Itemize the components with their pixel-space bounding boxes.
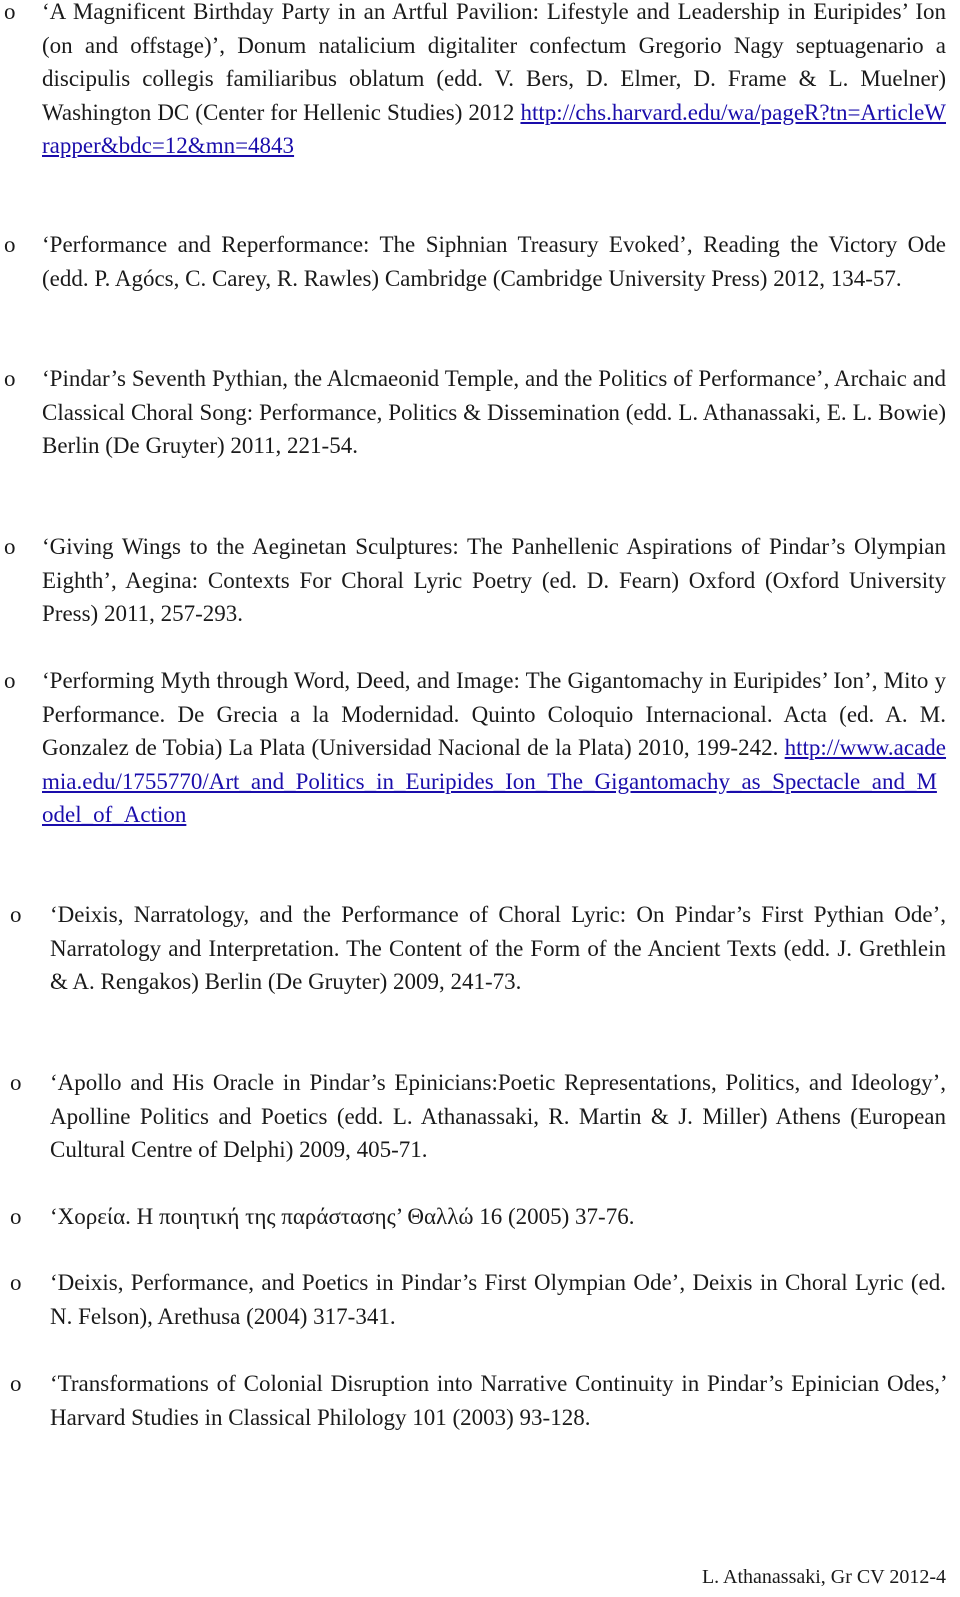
publication-source: Θαλλώ 16 (2005) 37-76. bbox=[407, 1204, 635, 1229]
publication-source: Reading the Victory Ode (edd. P. Agócs, C. Carey, R. Rawles) Cambridge (Cambridge University Press) 2012, 134-57. bbox=[42, 232, 947, 291]
bullet-icon: o bbox=[10, 902, 22, 927]
publication-source: Mito y Performance. De Grecia a la Modernidad. Quinto Coloquio Internacional. Acta (ed. A. M. Gonzalez de Tobia) La Plata (Universidad Nacional de la Plata) 2010, 199-242. bbox=[42, 668, 947, 761]
publication-title: ‘Performing Myth through Word, Deed, and Image: The Gigantomachy in Euripides’ Ion’, bbox=[42, 668, 878, 693]
publication-text bbox=[50, 1367, 946, 1434]
bullet-icon: o bbox=[4, 534, 16, 559]
bullet-icon: o bbox=[4, 0, 16, 24]
publication-title: ‘Giving Wings to the Aeginetan Sculptures: The Panhellenic Aspirations of Pindar’s Olympian Eighth’, bbox=[42, 534, 946, 593]
bullet-icon: o bbox=[4, 366, 16, 391]
publication-source: Apolline Politics and Poetics (edd. L. Athanassaki, R. Martin & J. Miller) Athens (European Cultural Centre of Delphi) 2009, 405-71. bbox=[50, 1103, 946, 1163]
publication-text bbox=[50, 1200, 946, 1234]
publication-text bbox=[50, 1066, 946, 1167]
publication-text bbox=[42, 664, 946, 832]
publication-source: Harvard Studies in Classical Philology 101 (2003) 93-128. bbox=[50, 1404, 591, 1430]
publication-link[interactable]: http://www.academia.edu/1755770/Art_and_Politics_in_Euripides_Ion_The_Gigantomachy_as_Spectacle_and_Model_of_Action bbox=[42, 735, 947, 828]
bullet-icon: o bbox=[4, 668, 16, 693]
publication-text bbox=[50, 1266, 946, 1333]
publication-source: Aegina: Contexts For Choral Lyric Poetry (ed. D. Fearn) Oxford (Oxford University Press) 2011, 257-293. bbox=[42, 567, 947, 627]
publication-title: ‘Apollo and His Oracle in Pindar’s Epinicians:Poetic Representations, Politics, and Ideology’, bbox=[50, 1070, 946, 1095]
publication-source: Archaic and Classical Choral Song: Performance, Politics & Dissemination (edd. L. Athanassaki, E. L. Bowie) Berlin (De Gruyter) 2011, 221-54. bbox=[42, 366, 946, 459]
bullet-icon: o bbox=[4, 232, 16, 257]
publication-title: ‘Pindar’s Seventh Pythian, the Alcmaeonid Temple, and the Politics of Performance’, bbox=[42, 366, 830, 391]
publication-text bbox=[42, 362, 946, 463]
publication-title: ‘Performance and Reperformance: The Siphnian Treasury Evoked’, bbox=[42, 232, 693, 257]
publication-title: ‘A Magnificent Birthday Party in an Artful Pavilion: Lifestyle and Leadership in Euripides’ Ion (on and offstage)’, bbox=[42, 0, 946, 58]
publication-text bbox=[42, 228, 946, 295]
bullet-icon: o bbox=[10, 1371, 22, 1396]
bullet-icon: o bbox=[10, 1270, 22, 1295]
publication-title: ‘Transformations of Colonial Disruption into Narrative Continuity in Pindar’s Epinician Odes,’ bbox=[50, 1371, 946, 1396]
publication-text bbox=[42, 530, 946, 631]
publication-source: Donum natalicium digitaliter confectum Gregorio Nagy septuagenario a discipulis collegis familiaribus oblatum (edd. V. Bers, D. Elmer, D. Frame & L. Muelner) Washington DC (Center for Hellenic Studies) 2012 bbox=[42, 32, 947, 125]
bullet-icon: o bbox=[10, 1204, 22, 1229]
publication-link[interactable]: http://chs.harvard.edu/wa/pageR?tn=ArticleWrapper&bdc=12&mn=4843 bbox=[42, 99, 946, 159]
publication-text bbox=[42, 0, 946, 163]
publication-title: ‘Deixis, Narratology, and the Performance of Choral Lyric: On Pindar’s First Pythian Ode’, bbox=[50, 902, 946, 927]
publication-title: ‘Χορεία. Η ποιητική της παράστασης’ bbox=[50, 1204, 402, 1229]
publication-text bbox=[50, 898, 946, 999]
publication-source: Deixis in Choral Lyric (ed. N. Felson), Arethusa (2004) 317-341. bbox=[50, 1270, 946, 1329]
publication-source: Narratology and Interpretation. The Content of the Form of the Ancient Texts (edd. J. Grethlein & A. Rengakos) Berlin (De Gruyter) 2009, 241-73. bbox=[50, 935, 946, 995]
publication-title: ‘Deixis, Performance, and Poetics in Pindar’s First Olympian Ode’, bbox=[50, 1270, 686, 1295]
page-footer: L. Athanassaki, Gr CV 2012-4 bbox=[701, 1566, 946, 1588]
bullet-icon: o bbox=[10, 1070, 22, 1095]
